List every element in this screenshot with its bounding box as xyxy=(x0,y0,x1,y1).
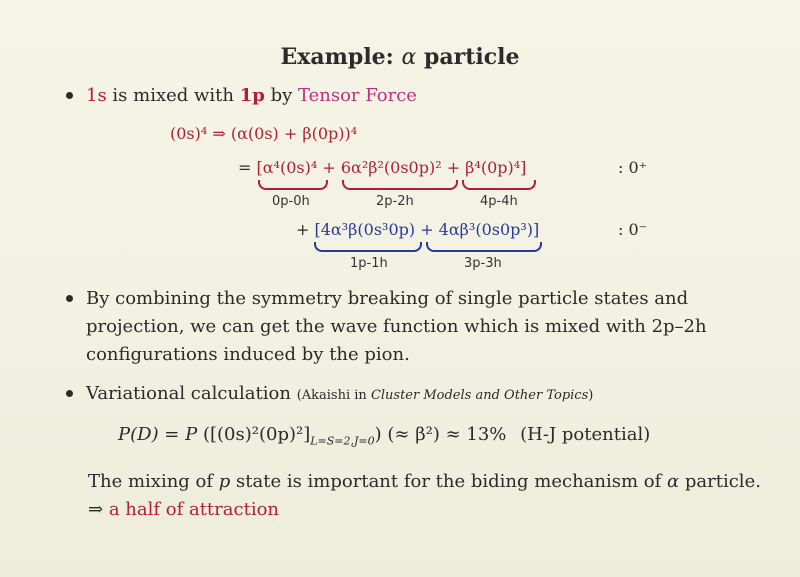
label-4p4h: 4p-4h xyxy=(480,194,518,209)
bullet-dot xyxy=(66,295,73,302)
bullet1-by: by xyxy=(264,85,298,106)
bullet-tensor-force xyxy=(66,82,417,110)
bullet2-line2: projection, we can get the wave function which is mixed with 2p–2h xyxy=(86,316,707,337)
half-attraction-label: a half of attraction xyxy=(108,499,280,520)
label-3p3h: 3p-3h xyxy=(464,256,502,271)
bullet2-line3: configurations induced by the pion. xyxy=(86,344,410,365)
tensor-force-label: Tensor Force xyxy=(298,85,417,106)
eq-state-0minus: : 0⁻ xyxy=(618,220,648,239)
label-2p2h: 2p-2h xyxy=(376,194,414,209)
bullet2-line1: By combining the symmetry breaking of single particle states and xyxy=(86,288,689,309)
eq-line2 xyxy=(238,158,526,177)
title-suffix: particle xyxy=(416,44,520,70)
eq-plus: + xyxy=(296,220,310,239)
eq-line1: (0s)⁴ ⇒ (α(0s) + β(0p))⁴ xyxy=(170,124,358,143)
ref-prefix: (Akaishi in xyxy=(296,388,371,403)
orbital-1s: 1s xyxy=(86,85,107,106)
bullet-dot xyxy=(66,390,73,397)
bullet-symmetry-breaking xyxy=(66,285,707,369)
eq-equals: = xyxy=(238,158,252,177)
brace-4p4h xyxy=(462,180,536,190)
variational-label: Variational calculation xyxy=(86,383,291,404)
bullet-variational xyxy=(66,380,593,410)
conclusion-line1 xyxy=(88,468,761,496)
conclusion-text-c: particle. xyxy=(679,471,761,492)
formula-lhs: P(D) = P xyxy=(118,424,198,445)
formula-body: ([(0s)²(0p)²] xyxy=(202,424,311,445)
brace-3p3h xyxy=(426,242,542,252)
label-0p0h: 0p-0h xyxy=(272,194,310,209)
conclusion-text-b: state is important for the biding mechanism of xyxy=(230,471,667,492)
brace-1p1h xyxy=(314,242,422,252)
eq-state-0plus: : 0⁺ xyxy=(618,158,648,177)
conclusion-p: p xyxy=(218,471,231,492)
formula-close: ) xyxy=(374,424,382,445)
orbital-1p: 1p xyxy=(239,85,265,106)
ref-book-title: Cluster Models and Other Topics xyxy=(370,388,589,403)
slide-title xyxy=(0,44,800,70)
title-prefix: Example: xyxy=(280,44,402,70)
bullet-dot xyxy=(66,92,73,99)
label-1p1h: 1p-1h xyxy=(350,256,388,271)
arrow-icon: ⇒ xyxy=(88,499,104,520)
conclusion-text-a: The mixing of xyxy=(88,471,219,492)
conclusion xyxy=(88,468,761,524)
formula-note: (H-J potential) xyxy=(520,424,651,445)
eq-line3-expr: [4α³β(0s³0p) + 4αβ³(0s0p³)] xyxy=(314,220,540,239)
bullet1-text: is mixed with xyxy=(106,85,240,106)
conclusion-line2 xyxy=(88,496,761,524)
ref-close: ) xyxy=(588,388,594,403)
conclusion-alpha: α xyxy=(667,471,680,492)
formula-subscript: L=S=2,J=0 xyxy=(310,434,375,448)
eq-line3 xyxy=(296,220,539,239)
brace-2p2h xyxy=(342,180,458,190)
probability-formula xyxy=(118,424,650,448)
title-alpha: α xyxy=(401,45,417,70)
brace-0p0h xyxy=(258,180,328,190)
formula-approx: (≈ β²) ≈ 13% xyxy=(387,424,507,445)
eq-line2-expr: [α⁴(0s)⁴ + 6α²β²(0s0p)² + β⁴(0p)⁴] xyxy=(256,158,527,177)
